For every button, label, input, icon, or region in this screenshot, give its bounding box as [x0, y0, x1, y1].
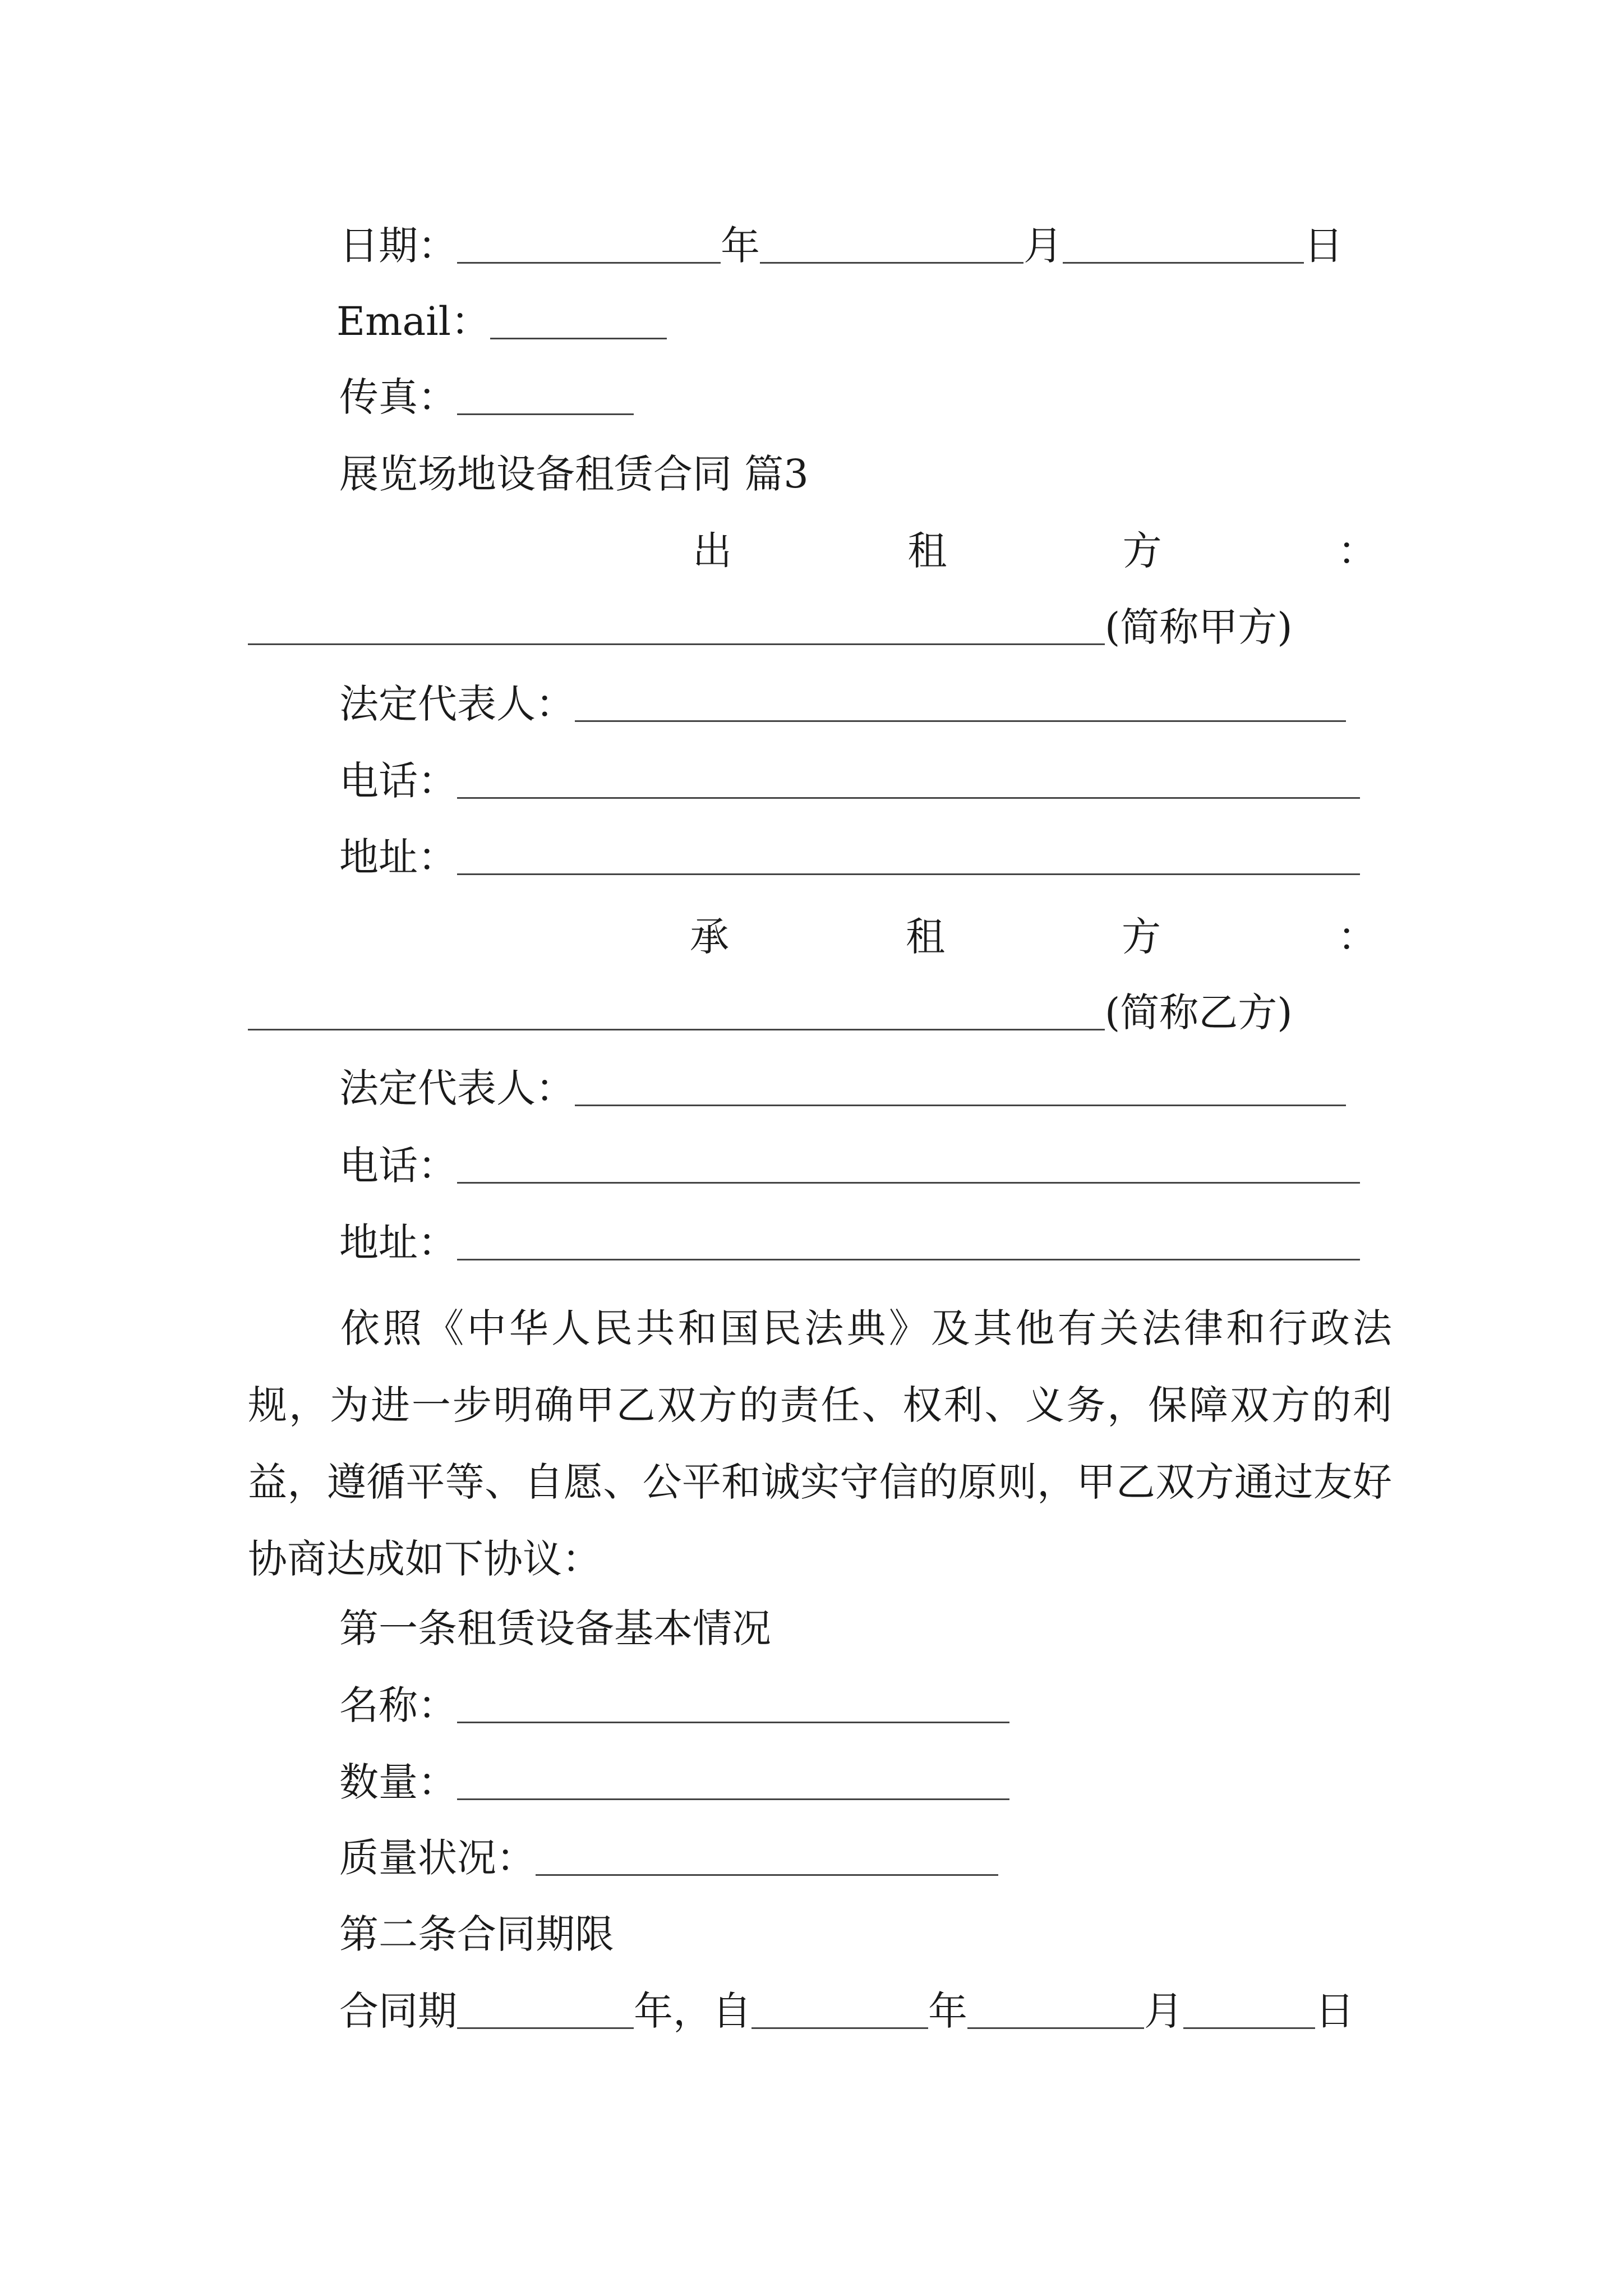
lessor-legal-rep-blank[interactable]: [575, 685, 1346, 722]
lessor-address-blank[interactable]: [457, 839, 1360, 875]
date-label: 日期：: [339, 223, 457, 269]
lessee-phone-label: 电话：: [339, 1143, 457, 1189]
lessor-phone-blank[interactable]: [457, 762, 1360, 799]
lessee-char-2: 租: [906, 914, 945, 960]
lessee-name-blank[interactable]: [248, 994, 1105, 1030]
date-day-text: 日: [1304, 223, 1343, 269]
date-month-blank[interactable]: [760, 227, 1023, 264]
lessee-legal-rep-line: [339, 1060, 1346, 1116]
lessee-heading: [690, 909, 1377, 965]
equipment-name-label: 名称：: [339, 1682, 457, 1728]
email-label: Email：: [336, 298, 490, 344]
article2-heading: [339, 1906, 614, 1962]
term-years-blank[interactable]: [457, 1993, 634, 2029]
lessor-phone-label: 电话：: [339, 758, 457, 804]
lessor-name-blank[interactable]: [248, 609, 1105, 645]
lessee-char-4: ：: [1338, 914, 1377, 960]
date-line: [339, 218, 1343, 274]
contract-title: [339, 446, 809, 502]
equipment-quality-line: [339, 1830, 998, 1886]
lessor-legal-rep-line: [339, 676, 1346, 732]
equipment-quantity-line: [339, 1754, 1009, 1810]
lessee-address-label: 地址：: [339, 1220, 457, 1266]
lessor-char-1: 出: [693, 528, 732, 574]
term-year-from-text: 年，自: [634, 1988, 751, 2034]
email-blank[interactable]: [490, 303, 667, 339]
term-start-day-blank[interactable]: [1183, 1993, 1315, 2029]
article2-heading-text: 第二条合同期限: [339, 1911, 614, 1957]
equipment-quality-blank[interactable]: [536, 1839, 998, 1876]
equipment-name-blank[interactable]: [457, 1687, 1009, 1723]
date-year-text: 年: [721, 223, 760, 269]
term-prefix: 合同期: [339, 1988, 457, 2034]
equipment-quality-label: 质量状况：: [339, 1835, 536, 1881]
term-start-year-blank[interactable]: [751, 1993, 928, 2029]
lessor-address-label: 地址：: [339, 834, 457, 880]
lessor-char-4: ：: [1337, 528, 1377, 574]
term-year-text: 年: [928, 1988, 967, 2034]
article1-heading-text: 第一条租赁设备基本情况: [339, 1605, 771, 1651]
date-day-blank[interactable]: [1063, 227, 1304, 264]
lessor-char-3: 方: [1122, 528, 1162, 574]
lessee-phone-line: [339, 1138, 1360, 1194]
lessee-char-1: 承: [690, 914, 729, 960]
lessee-abbr: (简称乙方): [1105, 990, 1293, 1036]
lessor-char-2: 租: [907, 528, 947, 574]
fax-label: 传真：: [339, 374, 457, 420]
fax-line: [339, 369, 634, 425]
equipment-quantity-label: 数量：: [339, 1759, 457, 1805]
lessee-name-line: [248, 984, 1293, 1041]
date-year-blank[interactable]: [457, 227, 721, 264]
term-day-text: 日: [1315, 1988, 1354, 2034]
lessor-phone-line: [339, 753, 1360, 809]
contract-title-text: 展览场地设备租赁合同 篇3: [339, 451, 809, 497]
equipment-name-line: [339, 1677, 1009, 1733]
lessee-phone-blank[interactable]: [457, 1147, 1360, 1184]
lessee-legal-rep-label: 法定代表人：: [339, 1065, 575, 1111]
term-month-text: 月: [1144, 1988, 1183, 2034]
lessor-name-line: [248, 599, 1293, 655]
lessee-legal-rep-blank[interactable]: [575, 1070, 1346, 1106]
equipment-quantity-blank[interactable]: [457, 1764, 1009, 1800]
lessor-abbr: (简称甲方): [1105, 604, 1293, 650]
email-line: [336, 293, 667, 349]
preamble-paragraph: 依照《中华人民共和国民法典》及其他有关法律和行政法规，为进一步明确甲乙双方的责任、权利、义务，保障双方的利益，遵循平等、自愿、公平和诚实守信的原则，甲乙双方通过友好协商达成如下协议：: [248, 1305, 1392, 1582]
article1-heading: [339, 1600, 771, 1657]
lessor-legal-rep-label: 法定代表人：: [339, 681, 575, 727]
lessee-address-blank[interactable]: [457, 1224, 1360, 1260]
fax-blank[interactable]: [457, 379, 634, 415]
lessor-heading: [693, 523, 1377, 579]
lessee-address-line: [339, 1214, 1360, 1271]
contract-term-line: [339, 1983, 1354, 2039]
lessee-char-3: 方: [1122, 914, 1161, 960]
date-month-text: 月: [1023, 223, 1063, 269]
lessor-address-line: [339, 829, 1360, 885]
term-start-month-blank[interactable]: [967, 1993, 1144, 2029]
